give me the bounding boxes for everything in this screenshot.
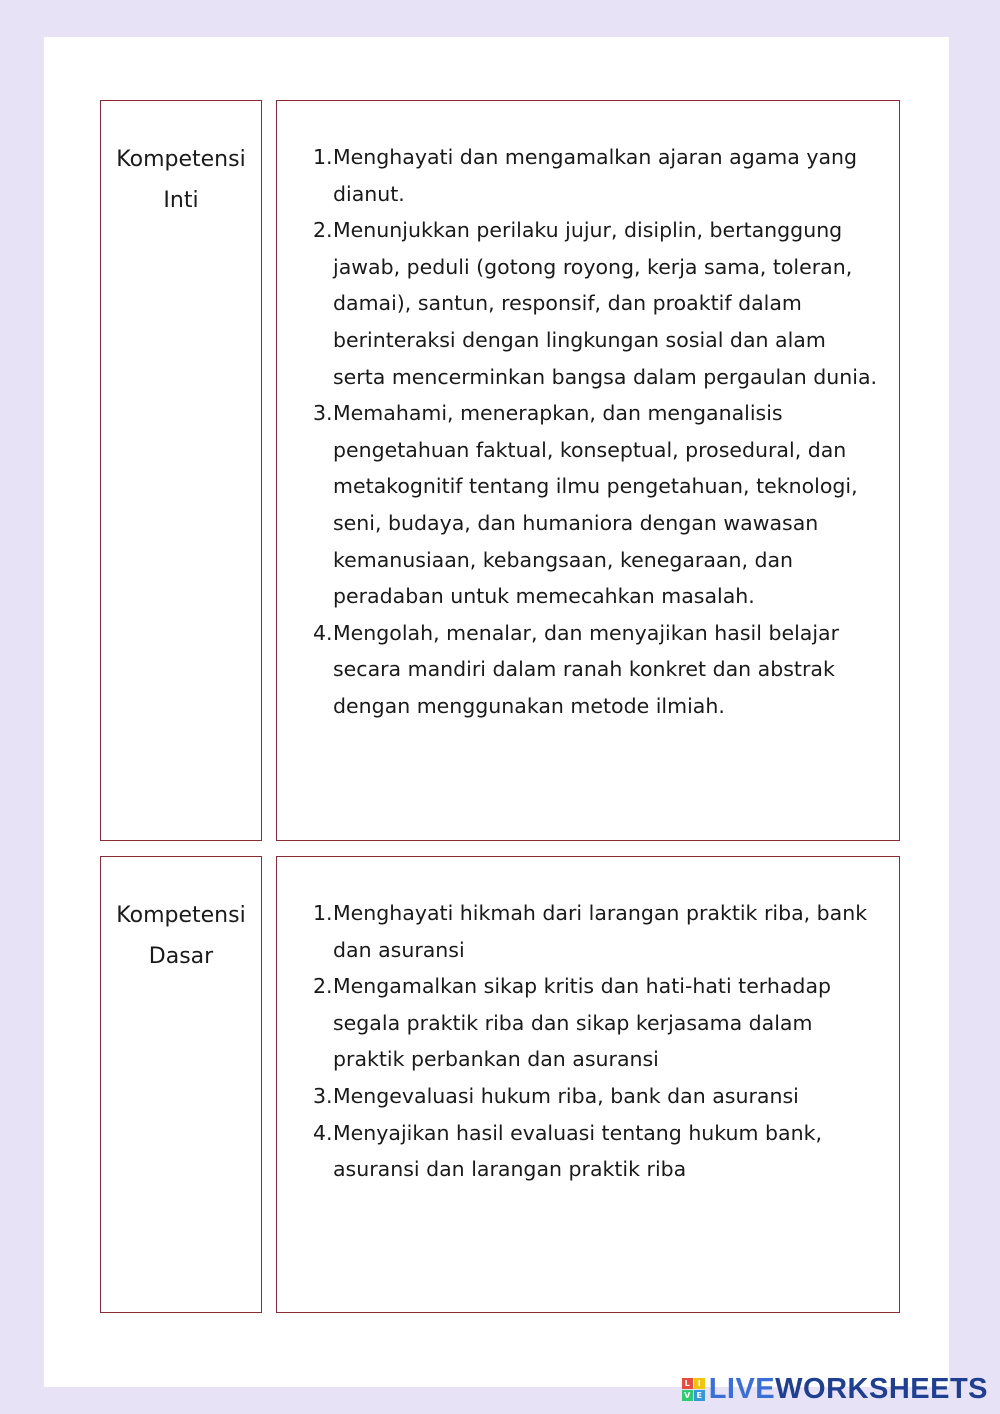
- section-label-line: Kompetensi: [116, 903, 246, 928]
- item-number: 2.: [313, 974, 333, 999]
- section-label-line: Dasar: [148, 944, 214, 969]
- list-item: [313, 395, 879, 615]
- list-item: [313, 1115, 879, 1188]
- section-label-line: Kompetensi: [116, 147, 246, 172]
- item-number: 4.: [313, 1120, 333, 1145]
- item-text: Menyajikan hasil evaluasi tentang hukum bank, asuransi dan larangan praktik riba: [333, 1120, 822, 1182]
- item-number: 2.: [313, 218, 333, 243]
- kompetensi-dasar-list: [313, 895, 879, 1188]
- list-item: [313, 968, 879, 1078]
- item-number: 4.: [313, 620, 333, 645]
- item-text: Mengevaluasi hukum riba, bank dan asuransi: [333, 1083, 799, 1108]
- brand-name: LIVEWORKSHEETS: [708, 1373, 988, 1405]
- logo-tile: L: [682, 1378, 693, 1389]
- list-item: [313, 1078, 879, 1115]
- kompetensi-dasar-label-box: [100, 856, 262, 1313]
- kompetensi-inti-label-box: [100, 100, 262, 841]
- logo-tile: E: [694, 1390, 705, 1401]
- item-number: 3.: [313, 401, 333, 426]
- list-item: [313, 895, 879, 968]
- list-item: [313, 212, 879, 395]
- item-number: 1.: [313, 901, 333, 925]
- logo-tile: I: [694, 1378, 705, 1389]
- item-text: Menghayati dan mengamalkan ajaran agama yang dianut.: [333, 145, 858, 206]
- item-text: Menunjukkan perilaku jujur, disiplin, bertanggung jawab, peduli (gotong royong, kerja sama, toleran, damai), santun, responsif, dan proaktif dalam berinteraksi dengan lingkungan sosial dan alam serta mencerminkan bangsa dalam pergaulan dunia.: [333, 218, 878, 389]
- logo-tile: V: [682, 1390, 693, 1401]
- item-number: 1.: [313, 145, 333, 169]
- list-item: [313, 139, 879, 212]
- section-label-line: Inti: [163, 188, 199, 213]
- liveworksheets-logo-icon: [682, 1378, 705, 1401]
- liveworksheets-brand[interactable]: [682, 1373, 988, 1406]
- kompetensi-dasar-content-box: [276, 856, 900, 1313]
- item-text: Mengamalkan sikap kritis dan hati-hati terhadap segala praktik riba dan sikap kerjasama dalam praktik perbankan dan asuransi: [333, 974, 832, 1072]
- list-item: [313, 615, 879, 725]
- item-number: 3.: [313, 1083, 333, 1108]
- item-text: Menghayati hikmah dari larangan praktik riba, bank dan asuransi: [333, 901, 868, 962]
- item-text: Memahami, menerapkan, dan menganalisis pengetahuan faktual, konseptual, prosedural, dan metakognitif tentang ilmu pengetahuan, teknologi, seni, budaya, dan humaniora dengan wawasan kemanusiaan, kebangsaan, kenegaraan, dan peradaban untuk memecahkan masalah.: [333, 401, 858, 609]
- item-text: Mengolah, menalar, dan menyajikan hasil belajar secara mandiri dalam ranah konkret dan abstrak dengan menggunakan metode ilmiah.: [333, 620, 840, 718]
- kompetensi-inti-list: [313, 139, 879, 725]
- worksheet-page: [44, 37, 949, 1387]
- kompetensi-inti-content-box: [276, 100, 900, 841]
